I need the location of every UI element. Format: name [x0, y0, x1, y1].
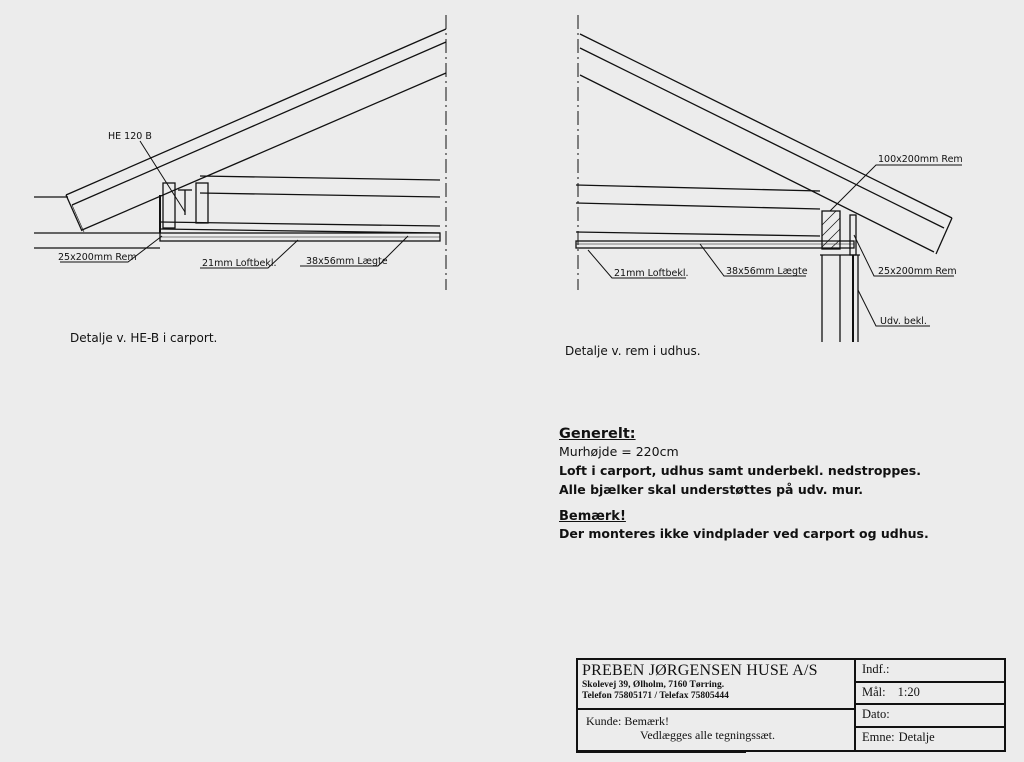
label-rem-top-right: 100x200mm Rem — [878, 154, 963, 165]
label-loft-left: 21mm Loftbekl. — [202, 258, 277, 269]
label-loft-right: 21mm Loftbekl. — [614, 268, 689, 279]
label-he120b: HE 120 B — [108, 131, 152, 142]
label-rem-left: 25x200mm Rem — [58, 252, 137, 263]
kunde-line2: Vedlægges alle tegningssæt. — [640, 728, 775, 742]
right-detail — [576, 15, 962, 342]
title-block-underline — [576, 751, 746, 753]
emne-value: Detalje — [898, 729, 935, 744]
maal-label: Mål: — [862, 684, 886, 699]
company-name: PREBEN JØRGENSEN HUSE A/S — [582, 662, 818, 679]
notes-heading-bemaerk: Bemærk! — [559, 509, 626, 524]
notes-line: Murhøjde = 220cm — [559, 444, 679, 459]
notes-line: Loft i carport, udhus samt underbekl. nedstroppes. — [559, 463, 921, 478]
company-box — [578, 660, 854, 710]
label-laegte-right: 38x56mm Lægte — [726, 266, 808, 277]
company-address: Skolevej 39, Ølholm, 7160 Tørring. — [582, 680, 725, 690]
dato-row — [856, 705, 1004, 728]
title-block-left — [578, 660, 856, 750]
left-detail — [34, 15, 446, 290]
maal-row — [856, 683, 1004, 706]
emne-row — [856, 728, 1004, 751]
kunde-label: Kunde: — [586, 714, 622, 728]
label-laegte-left: 38x56mm Lægte — [306, 256, 388, 267]
dato-label: Dato: — [862, 707, 890, 721]
notes-line: Alle bjælker skal understøttes på udv. mur. — [559, 482, 863, 497]
indf-label: Indf.: — [862, 662, 890, 676]
emne-label: Emne: — [862, 729, 895, 744]
notes-line: Der monteres ikke vindplader ved carport og udhus. — [559, 526, 929, 541]
kunde-line1: Bemærk! — [624, 714, 669, 728]
label-udv-bekl: Udv. bekl. — [880, 316, 927, 327]
kunde-field — [586, 714, 775, 742]
title-block-right — [856, 660, 1004, 750]
indf-row — [856, 660, 1004, 683]
caption-left-detail: Detalje v. HE-B i carport. — [70, 331, 218, 345]
general-notes — [559, 426, 999, 543]
maal-value: 1:20 — [897, 684, 920, 699]
label-rem-side-right: 25x200mm Rem — [878, 266, 957, 277]
notes-heading: Generelt: — [559, 426, 636, 442]
caption-right-detail: Detalje v. rem i udhus. — [565, 344, 701, 358]
company-phone: Telefon 75805171 / Telefax 75805444 — [582, 691, 729, 701]
title-block — [576, 658, 1006, 752]
